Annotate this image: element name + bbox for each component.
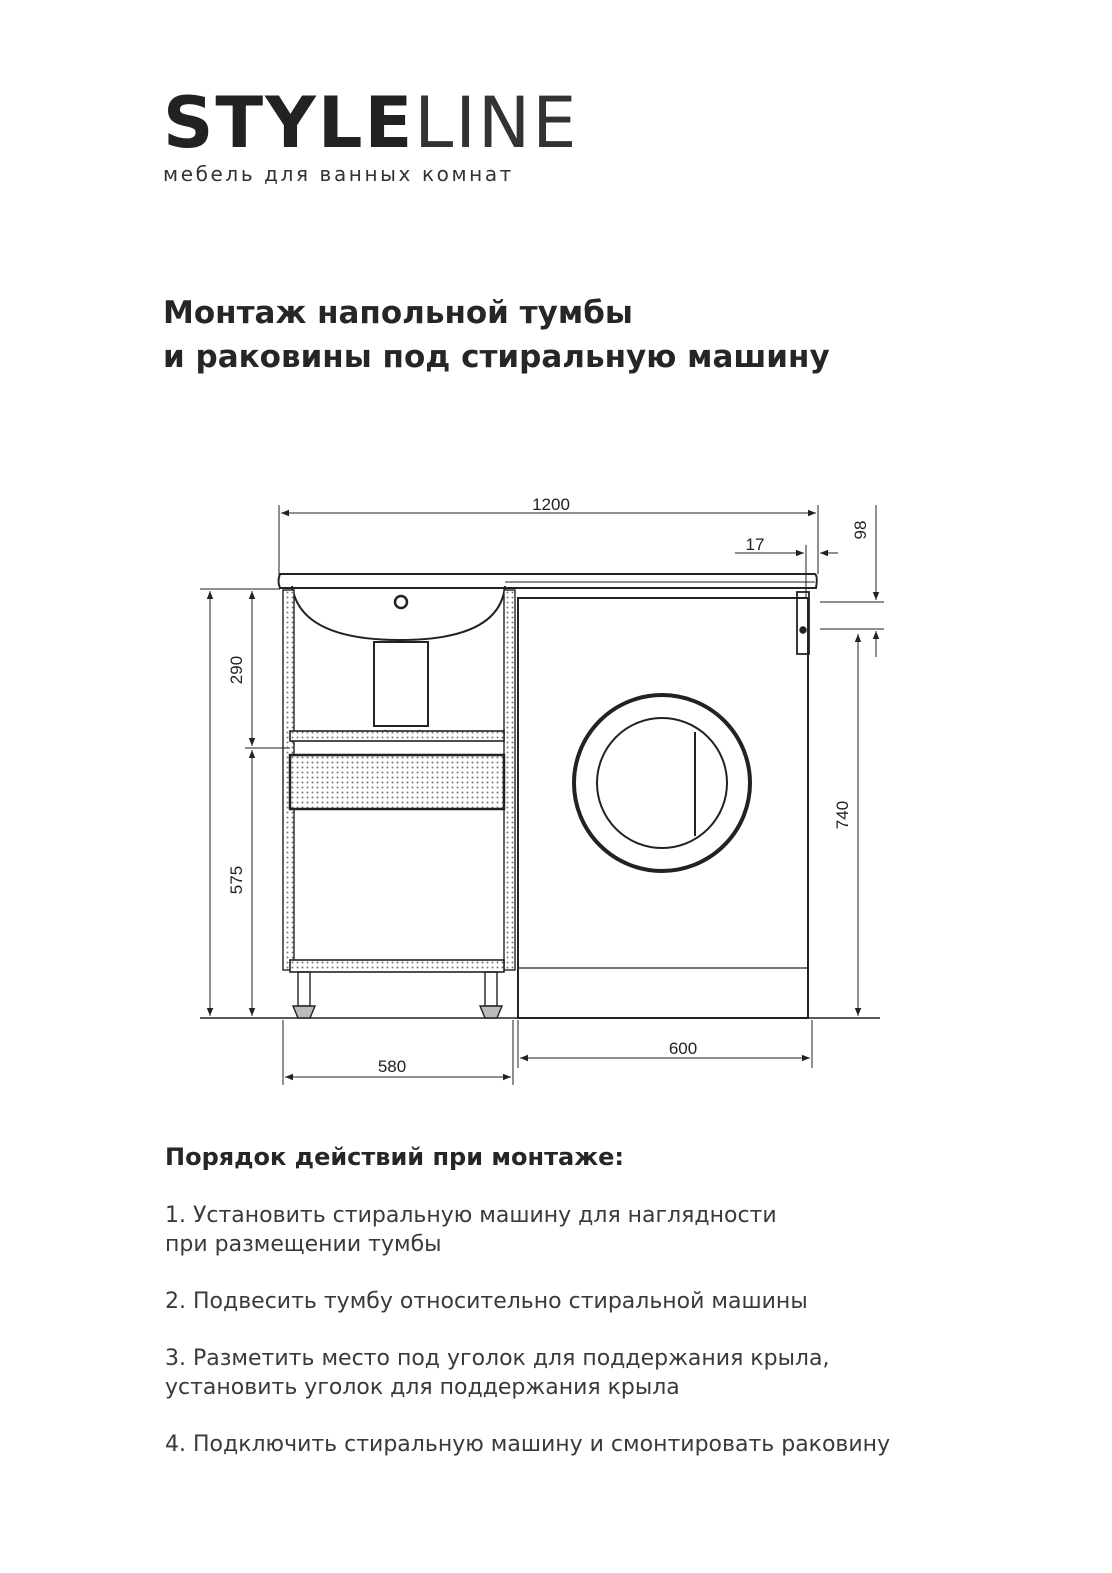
countertop: [279, 574, 817, 588]
brand-logo: [163, 82, 579, 186]
step-line: 3. Разметить место под уголок для поддержания крыла,: [165, 1346, 830, 1371]
dim-total-width: 1200: [532, 495, 570, 514]
leg-left: [298, 972, 310, 1006]
cabinet-right-panel: [504, 590, 515, 970]
step-item: [165, 1344, 1065, 1402]
siphon: [374, 642, 428, 726]
step-line: 4. Подключить стиральную машину и смонтировать раковину: [165, 1432, 891, 1457]
brand-tagline: мебель для ванных комнат: [163, 162, 514, 186]
cabinet-drawer: [290, 755, 504, 809]
step-line: установить уголок для поддержания крыла: [165, 1375, 680, 1400]
basin: [292, 586, 505, 640]
cabinet-bottom: [290, 960, 504, 972]
dim-machine-height: 740: [833, 800, 852, 830]
step-line: 1. Установить стиральную машину для наглядности: [165, 1203, 777, 1228]
machine-door-outer: [574, 695, 750, 871]
dim-overhang: 17: [745, 535, 765, 554]
step-item: [165, 1430, 1065, 1459]
brand-name-bold: STYLE: [163, 82, 415, 164]
brand-name: [163, 82, 579, 164]
step-line: 2. Подвесить тумбу относительно стиральной машины: [165, 1289, 808, 1314]
dim-machine-width: 600: [668, 1039, 698, 1058]
dim-cabinet-width: 580: [377, 1057, 407, 1076]
installation-steps: [165, 1143, 1065, 1487]
brand-name-light: LINE: [414, 82, 579, 164]
installation-drawing: [190, 490, 910, 1095]
cabinet-shelf: [290, 731, 504, 741]
title-line-1: Монтаж напольной тумбы: [163, 295, 633, 331]
dim-cabinet-height: 575: [227, 865, 246, 895]
step-item: [165, 1201, 1065, 1259]
dim-sink-height: 290: [227, 655, 246, 685]
leg-right: [485, 972, 497, 1006]
dim-top-height: 98: [851, 520, 870, 540]
title-line-2: и раковины под стиральную машину: [163, 339, 830, 375]
page-title: [163, 291, 830, 379]
washing-machine: [518, 598, 808, 1018]
overflow-hole: [395, 596, 407, 608]
step-line: при размещении тумбы: [165, 1232, 442, 1257]
step-item: [165, 1287, 1065, 1316]
machine-door-inner: [597, 718, 727, 848]
steps-heading: Порядок действий при монтаже:: [165, 1143, 624, 1171]
